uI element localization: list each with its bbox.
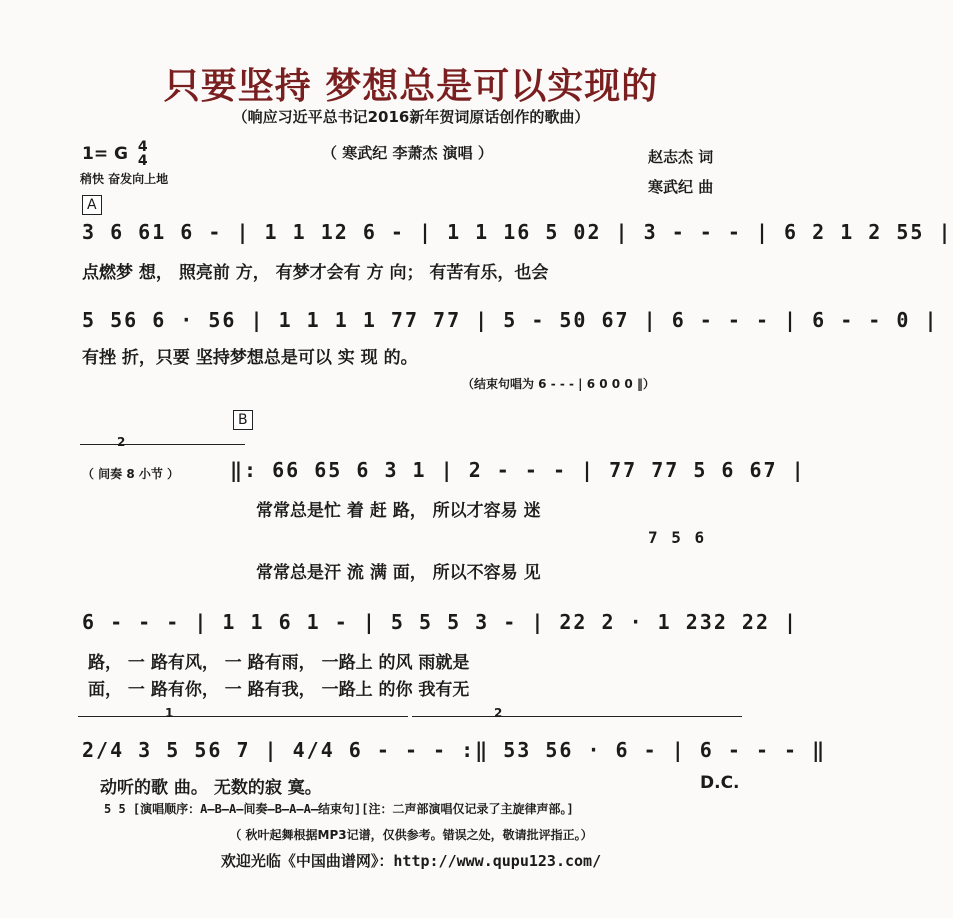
alternate-notes: 7 5 6 <box>648 528 707 547</box>
rehearsal-mark-a: A <box>82 195 102 215</box>
interlude-bracket-number: 2 <box>117 435 126 449</box>
lyrics-line-4a: 路， 一 路有风， 一 路有雨， 一路上 的风 雨就是 <box>88 653 470 673</box>
time-numerator: 4 <box>137 139 148 155</box>
time-signature <box>138 140 148 168</box>
key-label: 1= G <box>82 144 128 164</box>
volta-1-number: 1 <box>165 706 174 720</box>
score-line-1: 3 6 61 6 - | 1 1 12 6 - | 1 1 16 5 02 | 3 - - - | 6 2 1 2 55 | <box>82 220 953 244</box>
time-denominator: 4 <box>137 153 148 169</box>
key-signature <box>82 140 148 168</box>
performance-order: 5 5 [演唱顺序：A—B—A—间奏—B—A—A—结束句][注：二声部演唱仅记录了主旋律声部。] <box>104 802 574 816</box>
lyrics-line-1: 点燃梦 想， 照亮前 方， 有梦才会有 方 向； 有苦有乐，也会 <box>82 263 549 283</box>
composer: 寒武纪 曲 <box>648 178 714 196</box>
lyrics-line-4b: 面， 一 路有你， 一 路有我， 一路上 的你 我有无 <box>88 680 470 700</box>
transcription-credit: （ 秋叶起舞根据MP3记谱，仅供参考。错误之处，敬请批评指正。） <box>229 828 593 842</box>
song-title: 只要坚持 梦想总是可以实现的 <box>163 66 659 107</box>
score-line-4: 6 - - - | 1 1 6 1 - | 5 5 5 3 - | 22 2 · 1 232 22 | <box>82 610 799 634</box>
volta-1-bracket <box>78 716 408 717</box>
interlude-bracket <box>80 444 245 445</box>
lyricist: 赵志杰 词 <box>648 148 714 166</box>
lyrics-line-5: 动听的歌 曲。 无数的寂 寞。 <box>100 778 322 798</box>
lyrics-line-2: 有挫 折，只要 坚持梦想总是可以 实 现 的。 <box>82 348 418 368</box>
lyrics-line-3b: 常常总是汗 流 满 面， 所以不容易 见 <box>256 563 541 583</box>
song-subtitle: （响应习近平总书记2016新年贺词原话创作的歌曲） <box>232 108 590 126</box>
website-link[interactable]: 欢迎光临《中国曲谱网》：http://www.qupu123.com/ <box>220 852 602 870</box>
score-line-2: 5 56 6 · 56 | 1 1 1 1 77 77 | 5 - 50 67 | 6 - - - | 6 - - 0 | <box>82 308 939 332</box>
rehearsal-mark-b: B <box>233 410 253 430</box>
volta-2-bracket <box>412 716 742 717</box>
da-capo: D.C. <box>700 773 740 793</box>
score-line-3: ‖: 66 65 6 3 1 | 2 - - - | 77 77 5 6 67 | <box>230 458 806 482</box>
interlude-label: （ 间奏 8 小节 ） <box>82 467 180 481</box>
tempo-marking: 稍快 奋发向上地 <box>80 172 169 186</box>
score-line-5: 2/4 3 5 56 7 | 4/4 6 - - - :‖ 53 56 · 6 - | 6 - - - ‖ <box>82 738 827 762</box>
volta-2-number: 2 <box>494 706 503 720</box>
ending-note: （结束句唱为 6 - - - | 6 0 0 0 ‖） <box>462 377 655 391</box>
performers: （ 寒武纪 李萧杰 演唱 ） <box>322 144 493 162</box>
lyrics-line-3a: 常常总是忙 着 赶 路， 所以才容易 迷 <box>256 501 541 521</box>
